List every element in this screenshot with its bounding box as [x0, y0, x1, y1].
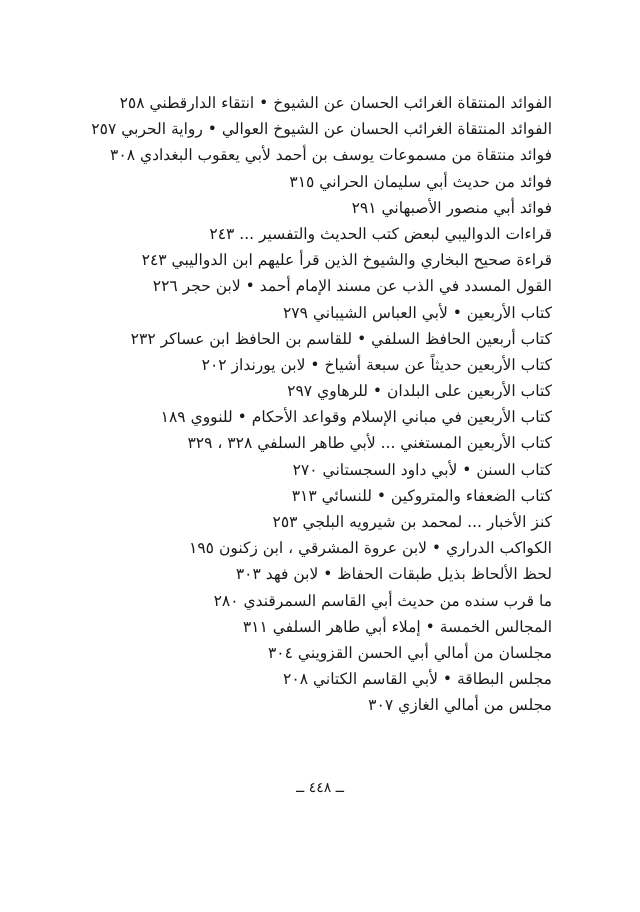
index-entry: قراءات الدواليبي لبعض كتب الحديث والتفسير ... ٢٤٣ [209, 224, 552, 243]
index-entry: كتاب أربعين الحافظ السلفي • للقاسم بن الحافظ ابن عساكر ٢٣٢ [130, 329, 552, 348]
index-entry: مجلس البطاقة • لأبي القاسم الكتاني ٢٠٨ [283, 670, 552, 689]
index-entry: كتاب الضعفاء والمتروكين • للنسائي ٣١٣ [291, 486, 552, 505]
index-entry: كتاب الأربعين المستغني ... لأبي طاهر السلفي ٣٢٨ ، ٣٢٩ [187, 434, 552, 453]
index-entry: قراءة صحيح البخاري والشيوخ الذين قرأ عليهم ابن الدواليبي ٢٤٣ [141, 251, 552, 270]
index-entry: كتاب الأربعين حديثاً عن سبعة أشياخ • لابن يورنداز ٢٠٢ [201, 355, 552, 374]
index-entry: مجلس من أمالي الغازي ٣٠٧ [368, 696, 552, 715]
index-entry: مجلسان من أمالي أبي الحسن القزويني ٣٠٤ [267, 643, 552, 662]
index-entry: فوائد أبي منصور الأصبهاني ٢٩١ [351, 198, 552, 217]
index-entry: كتاب الأربعين في مباني الإسلام وقواعد الأحكام • للنووي ١٨٩ [160, 408, 552, 427]
index-entry: لحظ الألحاظ بذيل طبقات الحفاظ • لابن فهد ٣٠٣ [235, 565, 552, 584]
page-number: ــ ٤٤٨ ــ [296, 780, 344, 796]
index-entry: كنز الأخبار ... لمحمد بن شيرويه البلجي ٢٥٣ [272, 513, 552, 531]
index-entry: فوائد منتقاة من مسموعات يوسف بن أحمد لأبي يعقوب البغدادي ٣٠٨ [110, 146, 552, 165]
index-entry: الفوائد المنتقاة الغرائب الحسان عن الشيوخ • انتقاء الدارقطني ٢٥٨ [119, 94, 552, 112]
index-entry: المجالس الخمسة • إملاء أبي طاهر السلفي ٣١١ [242, 617, 552, 636]
index-entry: ما قرب سنده من حديث أبي القاسم السمرقندي ٢٨٠ [213, 591, 552, 610]
index-entry: فوائد من حديث أبي سليمان الحراني ٣١٥ [289, 172, 552, 191]
index-list [82, 90, 552, 719]
index-entry: الفوائد المنتقاة الغرائب الحسان عن الشيوخ العوالي • رواية الحربي ٢٥٧ [91, 120, 552, 139]
index-entry: كتاب السنن • لأبي داود السجستاني ٢٧٠ [292, 460, 552, 479]
index-entry: كتاب الأربعين على البلدان • للرهاوي ٢٩٧ [287, 382, 552, 401]
index-entry: القول المسدد في الذب عن مسند الإمام أحمد • لابن حجر ٢٢٦ [152, 277, 552, 296]
index-entry: الكواكب الدراري • لابن عروة المشرقي ، ابن زكنون ١٩٥ [189, 539, 552, 558]
index-entry: كتاب الأربعين • لأبي العباس الشيباني ٢٧٩ [282, 303, 552, 322]
